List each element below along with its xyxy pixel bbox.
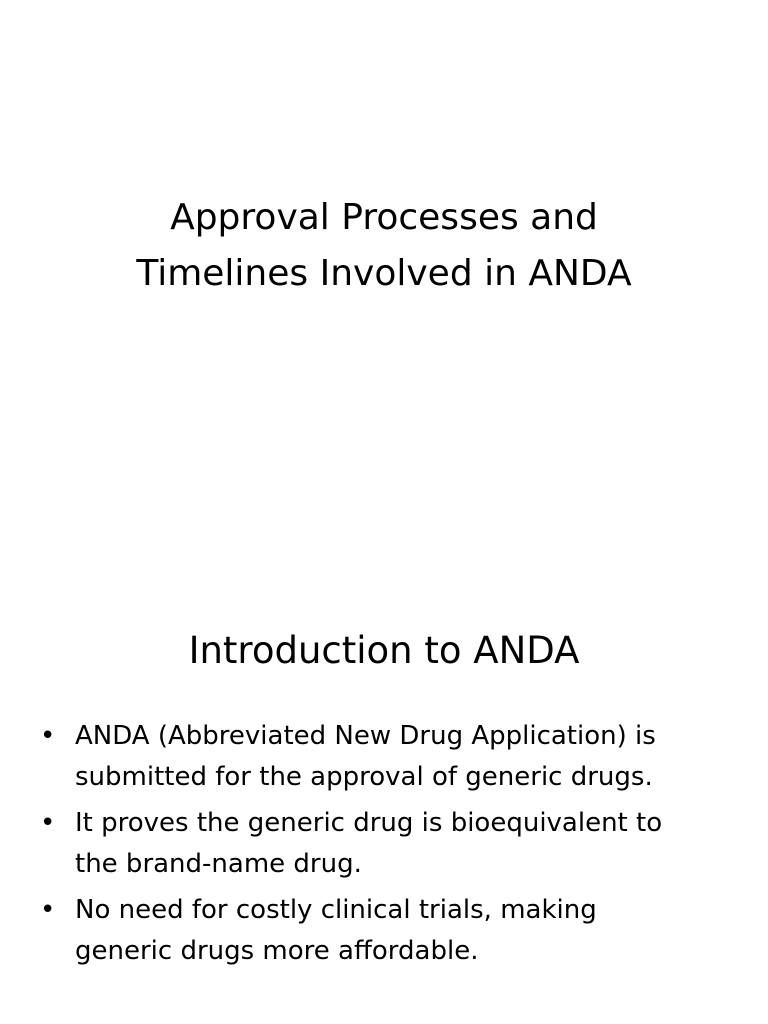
slide-title-line: Approval Processes and	[170, 197, 598, 238]
slide-title	[0, 190, 768, 302]
bullet-text-line: the brand-name drug.	[75, 849, 362, 879]
bullet-text-line: submitted for the approval of generic drugs.	[75, 762, 653, 792]
bullet-text-line: generic drugs more affordable.	[75, 936, 479, 966]
bullet-item	[40, 803, 740, 885]
bullet-dot-icon: •	[40, 721, 56, 751]
bullet-item	[40, 716, 740, 798]
slide-title-line: Timelines Involved in ANDA	[136, 253, 632, 294]
bullet-list	[40, 716, 740, 977]
bullet-dot-icon: •	[40, 895, 56, 925]
bullet-item	[40, 890, 740, 972]
section-title: Introduction to ANDA	[188, 629, 580, 672]
bullet-text-line: It proves the generic drug is bioequivalent to	[75, 808, 663, 838]
bullet-text-line: ANDA (Abbreviated New Drug Application) is	[75, 721, 656, 751]
bullet-text-line: No need for costly clinical trials, making	[75, 895, 597, 925]
bullet-dot-icon: •	[40, 808, 56, 838]
